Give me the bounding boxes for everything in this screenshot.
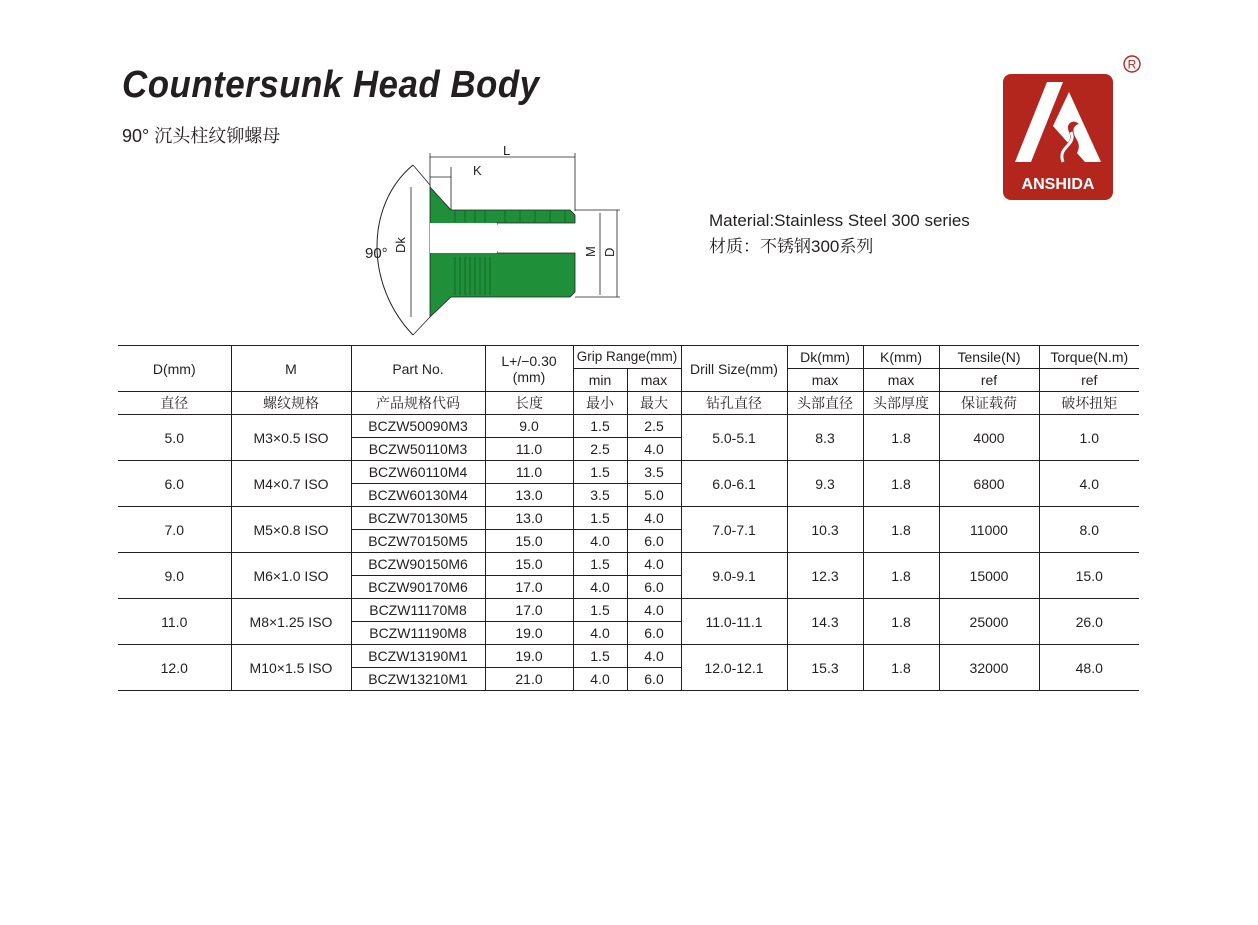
cell-m: M6×1.0 ISO — [231, 553, 351, 599]
cell-grip-max: 6.0 — [627, 622, 681, 645]
cell-d: 5.0 — [118, 415, 231, 461]
table-row — [118, 553, 1139, 576]
col-header-torque: Torque(N.m) — [1039, 346, 1139, 369]
cell-d: 6.0 — [118, 461, 231, 507]
cn-header-grip-max: 最大 — [627, 392, 681, 415]
cell-grip-min: 1.5 — [573, 507, 627, 530]
table-row — [118, 645, 1139, 668]
cell-m: M8×1.25 ISO — [231, 599, 351, 645]
cell-grip-max: 4.0 — [627, 553, 681, 576]
header-row-cn — [118, 392, 1139, 415]
cell-l: 19.0 — [485, 622, 573, 645]
cell-part: BCZW90170M6 — [351, 576, 485, 599]
cell-grip-min: 2.5 — [573, 438, 627, 461]
cell-drill: 11.0-11.1 — [681, 599, 787, 645]
cell-l: 17.0 — [485, 576, 573, 599]
cell-dk: 14.3 — [787, 599, 863, 645]
cell-grip-min: 1.5 — [573, 645, 627, 668]
table-row — [118, 415, 1139, 438]
label-Dk: Dk — [393, 237, 408, 253]
col-header-drill: Drill Size(mm) — [681, 346, 787, 392]
cell-torque: 48.0 — [1039, 645, 1139, 691]
cell-part: BCZW70150M5 — [351, 530, 485, 553]
cell-dk: 10.3 — [787, 507, 863, 553]
cell-m: M3×0.5 ISO — [231, 415, 351, 461]
brand-name: ANSHIDA — [1021, 176, 1095, 193]
cell-l: 21.0 — [485, 668, 573, 691]
label-L: L — [503, 145, 511, 158]
col-header-k: K(mm) — [863, 346, 939, 369]
cn-header-m: 螺纹规格 — [231, 392, 351, 415]
cell-grip-max: 6.0 — [627, 530, 681, 553]
cell-k: 1.8 — [863, 599, 939, 645]
cell-d: 7.0 — [118, 507, 231, 553]
cell-d: 9.0 — [118, 553, 231, 599]
cn-header-drill: 钻孔直径 — [681, 392, 787, 415]
cell-grip-max: 6.0 — [627, 668, 681, 691]
cell-torque: 15.0 — [1039, 553, 1139, 599]
rivet-nut-diagram — [355, 145, 630, 345]
cell-l: 15.0 — [485, 553, 573, 576]
cell-l: 11.0 — [485, 438, 573, 461]
table-row — [118, 599, 1139, 622]
cell-l: 11.0 — [485, 461, 573, 484]
cell-tensile: 15000 — [939, 553, 1039, 599]
cell-part: BCZW50090M3 — [351, 415, 485, 438]
cell-part: BCZW13190M1 — [351, 645, 485, 668]
cell-dk: 8.3 — [787, 415, 863, 461]
cell-drill: 6.0-6.1 — [681, 461, 787, 507]
cell-part: BCZW13210M1 — [351, 668, 485, 691]
cell-part: BCZW60110M4 — [351, 461, 485, 484]
cell-dk: 12.3 — [787, 553, 863, 599]
cell-tensile: 25000 — [939, 599, 1039, 645]
registered-mark-icon — [1122, 54, 1142, 74]
cell-grip-min: 4.0 — [573, 668, 627, 691]
cell-dk: 9.3 — [787, 461, 863, 507]
col-header-part: Part No. — [351, 346, 485, 392]
col-header-torque-sub: ref — [1039, 369, 1139, 392]
cn-header-k: 头部厚度 — [863, 392, 939, 415]
cell-part: BCZW11190M8 — [351, 622, 485, 645]
cell-m: M10×1.5 ISO — [231, 645, 351, 691]
cn-header-l: 长度 — [485, 392, 573, 415]
page-subtitle: 90° 沉头柱纹铆螺母 — [122, 126, 281, 146]
cell-tensile: 11000 — [939, 507, 1039, 553]
cell-grip-max: 2.5 — [627, 415, 681, 438]
cell-d: 11.0 — [118, 599, 231, 645]
cell-grip-min: 3.5 — [573, 484, 627, 507]
cell-torque: 4.0 — [1039, 461, 1139, 507]
label-D: D — [602, 247, 617, 257]
col-header-grip: Grip Range(mm) — [573, 346, 681, 369]
table-row — [118, 461, 1139, 484]
cell-grip-min: 1.5 — [573, 461, 627, 484]
cell-l: 9.0 — [485, 415, 573, 438]
cell-grip-max: 4.0 — [627, 645, 681, 668]
cell-grip-max: 4.0 — [627, 438, 681, 461]
cell-drill: 12.0-12.1 — [681, 645, 787, 691]
cell-part: BCZW11170M8 — [351, 599, 485, 622]
cell-part: BCZW60130M4 — [351, 484, 485, 507]
cn-header-part: 产品规格代码 — [351, 392, 485, 415]
col-header-tensile-sub: ref — [939, 369, 1039, 392]
cell-grip-max: 5.0 — [627, 484, 681, 507]
cell-m: M5×0.8 ISO — [231, 507, 351, 553]
page-title: Countersunk Head Body — [122, 64, 540, 106]
cell-grip-min: 4.0 — [573, 622, 627, 645]
cell-d: 12.0 — [118, 645, 231, 691]
svg-text:R: R — [1127, 57, 1137, 72]
cell-part: BCZW90150M6 — [351, 553, 485, 576]
cell-grip-max: 3.5 — [627, 461, 681, 484]
cell-grip-min: 1.5 — [573, 553, 627, 576]
cell-grip-min: 4.0 — [573, 530, 627, 553]
cell-grip-max: 4.0 — [627, 599, 681, 622]
cell-k: 1.8 — [863, 553, 939, 599]
spec-table — [118, 345, 1139, 691]
cell-l: 13.0 — [485, 484, 573, 507]
cell-k: 1.8 — [863, 507, 939, 553]
cell-l: 13.0 — [485, 507, 573, 530]
cell-part: BCZW70130M5 — [351, 507, 485, 530]
cell-m: M4×0.7 ISO — [231, 461, 351, 507]
material-info — [709, 208, 970, 260]
cell-drill: 5.0-5.1 — [681, 415, 787, 461]
cell-dk: 15.3 — [787, 645, 863, 691]
col-header-l: L+/−0.30 (mm) — [485, 346, 573, 392]
cell-drill: 9.0-9.1 — [681, 553, 787, 599]
cell-grip-max: 4.0 — [627, 507, 681, 530]
cell-tensile: 32000 — [939, 645, 1039, 691]
cell-tensile: 4000 — [939, 415, 1039, 461]
cell-grip-max: 6.0 — [627, 576, 681, 599]
label-M: M — [583, 246, 598, 257]
cell-l: 17.0 — [485, 599, 573, 622]
cell-grip-min: 1.5 — [573, 415, 627, 438]
cell-drill: 7.0-7.1 — [681, 507, 787, 553]
cn-header-dk: 头部直径 — [787, 392, 863, 415]
cell-grip-min: 1.5 — [573, 599, 627, 622]
col-header-grip-max: max — [627, 369, 681, 392]
col-header-grip-min: min — [573, 369, 627, 392]
label-K: K — [473, 163, 482, 178]
col-header-d: D(mm) — [118, 346, 231, 392]
cell-k: 1.8 — [863, 461, 939, 507]
cn-header-torque: 破坏扭矩 — [1039, 392, 1139, 415]
cell-k: 1.8 — [863, 645, 939, 691]
material-en: Material:Stainless Steel 300 series — [709, 211, 970, 230]
cell-torque: 8.0 — [1039, 507, 1139, 553]
cell-torque: 1.0 — [1039, 415, 1139, 461]
col-header-tensile: Tensile(N) — [939, 346, 1039, 369]
cell-k: 1.8 — [863, 415, 939, 461]
col-header-k-sub: max — [863, 369, 939, 392]
cell-part: BCZW50110M3 — [351, 438, 485, 461]
col-header-dk: Dk(mm) — [787, 346, 863, 369]
cell-tensile: 6800 — [939, 461, 1039, 507]
cn-header-tensile: 保证载荷 — [939, 392, 1039, 415]
header-row-1 — [118, 346, 1139, 369]
cell-torque: 26.0 — [1039, 599, 1139, 645]
col-header-m: M — [231, 346, 351, 392]
cell-l: 15.0 — [485, 530, 573, 553]
material-cn: 材质：不锈钢300系列 — [709, 237, 874, 256]
anshida-logo — [1003, 74, 1113, 200]
table-row — [118, 507, 1139, 530]
cn-header-grip-min: 最小 — [573, 392, 627, 415]
angle-label: 90° — [365, 245, 388, 262]
cell-grip-min: 4.0 — [573, 576, 627, 599]
cell-l: 19.0 — [485, 645, 573, 668]
col-header-dk-sub: max — [787, 369, 863, 392]
cn-header-d: 直径 — [118, 392, 231, 415]
